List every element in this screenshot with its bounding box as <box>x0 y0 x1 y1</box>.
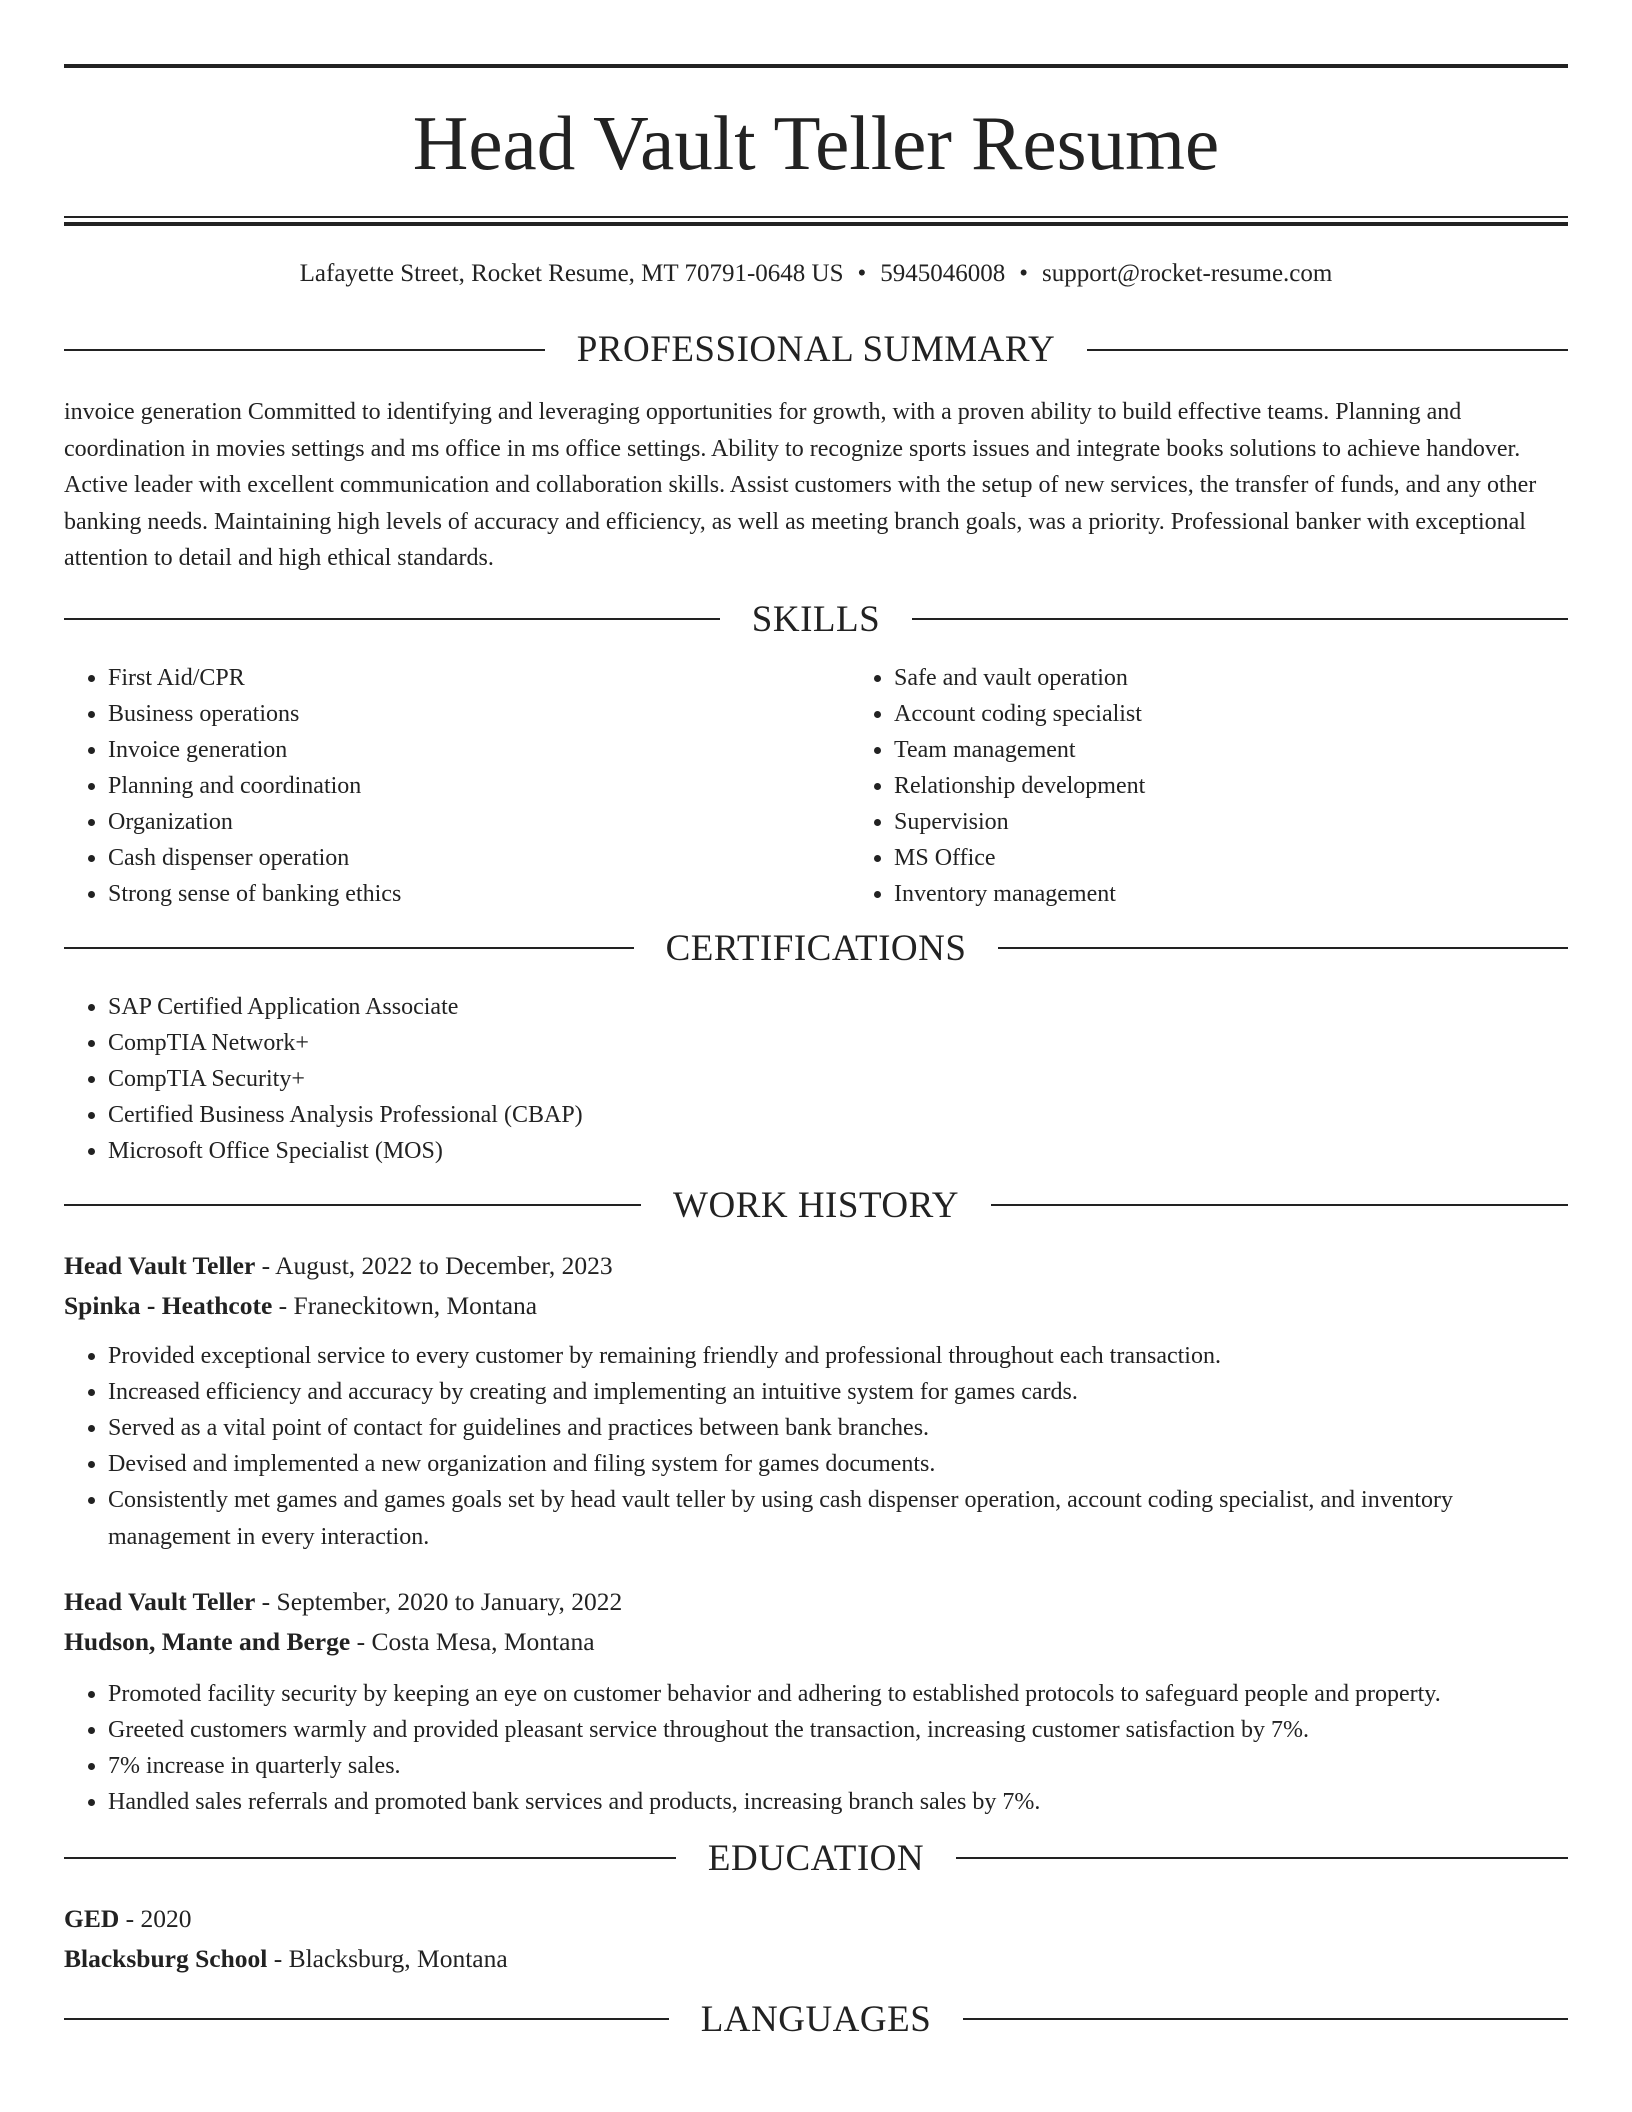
education-degree-line <box>64 1899 1568 1939</box>
section-title: SKILLS <box>751 598 881 640</box>
section-title: EDUCATION <box>707 1837 925 1879</box>
job-bullet: • Promoted facility security by keeping an eye on customer behavior and adhering to established protocols to safeguard people and property. <box>108 1676 1568 1712</box>
contact-address: Lafayette Street, Rocket Resume, MT 70791-0648 US <box>299 260 844 287</box>
education-location: - Blacksburg, Montana <box>267 1943 508 1973</box>
skill-item: • Planning and coordination <box>108 768 850 804</box>
resume-page <box>64 64 1568 2038</box>
job-company-line <box>64 1622 1568 1662</box>
job-location: - Franeckitown, Montana <box>272 1290 538 1320</box>
education-degree: GED <box>64 1903 120 1933</box>
section-rule <box>991 1204 1568 1206</box>
section-rule <box>64 349 545 351</box>
job-bullet: • Increased efficiency and accuracy by creating and implementing an intuitive system for games cards. <box>108 1374 1568 1410</box>
education-school: Blacksburg School <box>64 1943 268 1973</box>
section-rule <box>912 618 1568 620</box>
skills-list-right <box>850 660 1632 912</box>
skill-item: • Inventory management <box>894 876 1632 912</box>
section-header-languages <box>64 1998 1568 2040</box>
title-double-rule <box>64 216 1568 226</box>
section-rule <box>64 1204 641 1206</box>
education-entry <box>64 1899 1568 1979</box>
section-title: CERTIFICATIONS <box>665 927 967 969</box>
contact-separator: • <box>1019 260 1029 287</box>
skill-item: • Team management <box>894 732 1632 768</box>
certification-item: • CompTIA Security+ <box>108 1061 1568 1097</box>
certification-item: • Microsoft Office Specialist (MOS) <box>108 1133 1568 1169</box>
skill-item: • Supervision <box>894 804 1632 840</box>
section-title: LANGUAGES <box>700 1998 932 2040</box>
section-rule <box>64 618 720 620</box>
certification-item: • CompTIA Network+ <box>108 1025 1568 1061</box>
section-rule <box>64 2018 669 2020</box>
job-title: Head Vault Teller <box>64 1586 256 1616</box>
skill-item: • Relationship development <box>894 768 1632 804</box>
skill-item: • Organization <box>108 804 850 840</box>
job-bullet: • Greeted customers warmly and provided pleasant service throughout the transaction, increasing customer satisfaction by 7%. <box>108 1712 1568 1748</box>
job-company: Hudson, Mante and Berge <box>64 1626 351 1656</box>
section-header-skills <box>64 598 1568 640</box>
section-rule <box>998 947 1568 949</box>
job-company: Spinka - Heathcote <box>64 1290 273 1320</box>
job-bullet: • 7% increase in quarterly sales. <box>108 1748 1568 1784</box>
skill-item: • Account coding specialist <box>894 696 1632 732</box>
skill-item: • Invoice generation <box>108 732 850 768</box>
contact-phone: 5945046008 <box>880 260 1006 287</box>
job-bullet: • Handled sales referrals and promoted bank services and products, increasing branch sales by 7%. <box>108 1784 1568 1820</box>
job-bullet: • Served as a vital point of contact for guidelines and practices between bank branches. <box>108 1410 1568 1446</box>
contact-separator: • <box>857 260 867 287</box>
certification-item: • Certified Business Analysis Professional (CBAP) <box>108 1097 1568 1133</box>
certification-item: • SAP Certified Application Associate <box>108 989 1568 1025</box>
skill-item: • Cash dispenser operation <box>108 840 850 876</box>
section-header-summary <box>64 331 1568 368</box>
job-dates: - August, 2022 to December, 2023 <box>255 1250 613 1280</box>
job-bullets <box>64 1338 1568 1556</box>
job-title: Head Vault Teller <box>64 1250 256 1280</box>
skills-grid <box>64 660 1568 912</box>
contact-line <box>64 259 1568 289</box>
skill-item: • MS Office <box>894 840 1632 876</box>
section-rule <box>64 947 634 949</box>
skill-item: • Business operations <box>108 696 850 732</box>
job-bullet: • Provided exceptional service to every customer by remaining friendly and professional throughout each transaction. <box>108 1338 1568 1374</box>
skill-item: • Strong sense of banking ethics <box>108 876 850 912</box>
section-header-education <box>64 1837 1568 1879</box>
resume-title: Head Vault Teller Resume <box>412 100 1220 186</box>
job-entry <box>64 1246 1568 1556</box>
section-rule <box>64 1857 676 1859</box>
job-company-line <box>64 1286 1568 1326</box>
summary-text: invoice generation Committed to identifying and leveraging opportunities for growth, with a proven ability to build effective teams. Planning and coordination in movies settings and ms office in ms office settings. Ability to recognize sports issues and integrate books solutions to achieve handover. Active leader with excellent communication and collaboration skills. Assist customers with the setup of new services, the transfer of funds, and any other banking needs. Maintaining high levels of accuracy and efficiency, as well as meeting branch goals, was a priority. Professional banker with exceptional attention to detail and high ethical standards. <box>64 399 1537 571</box>
job-bullets <box>64 1676 1568 1820</box>
certifications-list <box>64 989 1568 1169</box>
job-title-line <box>64 1582 1568 1622</box>
section-header-certifications <box>64 927 1568 969</box>
education-year: - 2020 <box>119 1903 192 1933</box>
education-school-line <box>64 1939 1568 1979</box>
contact-email: support@rocket-resume.com <box>1042 260 1333 287</box>
job-bullet: • Consistently met games and games goals set by head vault teller by using cash dispenser operation, account coding specialist, and inventory management in every interaction. <box>108 1482 1568 1556</box>
section-header-work <box>64 1184 1568 1226</box>
section-title: PROFESSIONAL SUMMARY <box>576 329 1056 370</box>
job-dates: - September, 2020 to January, 2022 <box>255 1586 623 1616</box>
skill-item: • Safe and vault operation <box>894 660 1632 696</box>
job-location: - Costa Mesa, Montana <box>350 1626 595 1656</box>
top-rule <box>64 64 1568 68</box>
section-title: WORK HISTORY <box>673 1184 959 1226</box>
section-rule <box>956 1857 1568 1859</box>
skills-list-left <box>64 660 850 912</box>
section-rule <box>1087 349 1568 351</box>
job-title-line <box>64 1246 1568 1286</box>
skill-item: • First Aid/CPR <box>108 660 850 696</box>
job-bullet: • Devised and implemented a new organization and filing system for games documents. <box>108 1446 1568 1482</box>
section-rule <box>963 2018 1568 2020</box>
job-entry <box>64 1582 1568 1820</box>
